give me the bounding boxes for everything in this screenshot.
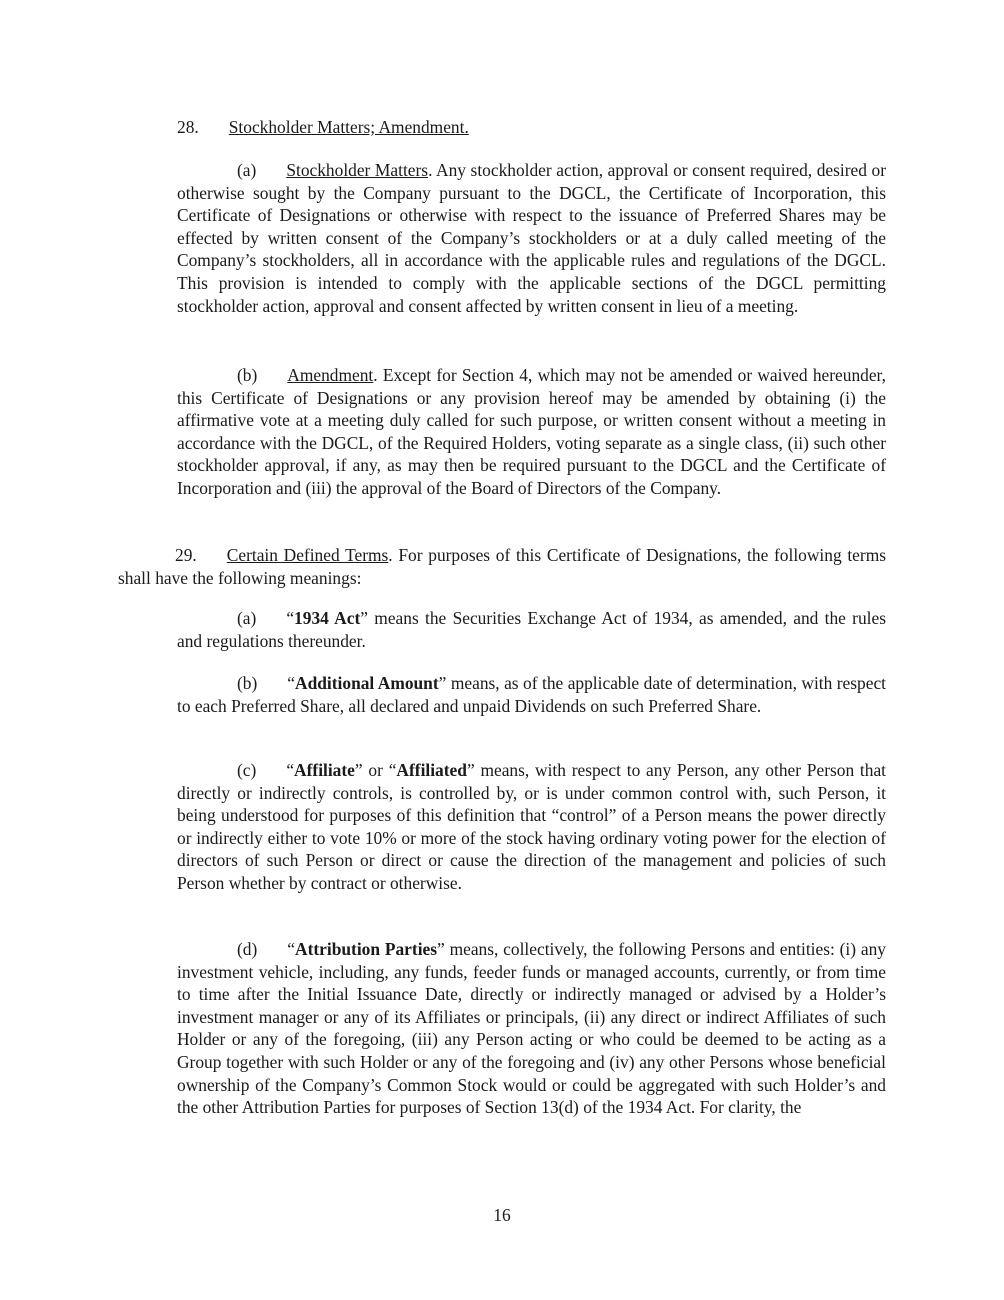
definition-29a: (a) “1934 Act” means the Securities Exchange Act of 1934, as amended, and the rules and regulations thereunder. (177, 608, 886, 651)
page-number: 16 (493, 1205, 511, 1225)
defined-term: 1934 Act (294, 608, 361, 628)
definition-29b: (b) “Additional Amount” means, as of the applicable date of determination, with respect to each Preferred Share, all declared and unpaid Dividends on such Preferred Share. (177, 673, 887, 716)
definition-29d: (d) “Attribution Parties” means, collectively, the following Persons and entities: (i) any investment vehicle, including, any funds, feeder funds or managed accounts, currently, or from time to time after the Initial Issuance Date, directly or indirectly managed or advised by a Holder’s investment manager or any of its Affiliates or principals, (ii) any direct or indirect Affiliates of such Holder or any of the foregoing, (iii) any Person acting or who could be deemed to be acting as a Group together with such Holder or any of the foregoing and (iv) any other Persons whose beneficial ownership of the Company’s Common Stock would or could be aggregated with such Holder’s and the other Attribution Parties for purposes of Section 13(d) of the 1934 Act. For clarity, the (177, 939, 886, 1118)
section-28-heading (177, 116, 469, 139)
clause-label: (d) (237, 939, 258, 959)
definition-29c: (c) “Affiliate” or “Affiliated” means, with respect to any Person, any other Person that directly or indirectly controls, is controlled by, or is under common control with, such Person, it being understood for purposes of this definition that “control” of a Person means the power directly or indirectly either to vote 10% or more of the stock having ordinary voting power for the election of directors of such Person or direct or cause the direction of the management and policies of such Person whether by contract or otherwise. (177, 760, 887, 893)
definition-text: means, as of the applicable date of determination, with respect to each Preferred Share, all declared and unpaid Dividends on such Preferred Share. (177, 673, 887, 716)
defined-term: Affiliated (396, 760, 467, 780)
clause-text: . Except for Section 4, which may not be amended or waived hereunder, this Certificate of Designations or any provision hereof may be amended by obtaining (i) the affirmative vote at a meeting duly called for such purpose, or written consent without a meeting in accordance with the DGCL, of the Required Holders, voting separate as a single class, (ii) such other stockholder approval, if any, as may then be required pursuant to the DGCL and the Certificate of Incorporation and (iii) the approval of the Board of Directors of the Company. (177, 365, 886, 498)
paragraph-28a (177, 159, 886, 317)
defined-term: Affiliate (294, 760, 355, 780)
section-title: Certain Defined Terms (226, 545, 389, 565)
defined-term: Attribution Parties (295, 939, 438, 959)
clause-title: Amendment (287, 365, 374, 385)
clause-label: (c) (237, 760, 257, 780)
section-number: 29. (175, 545, 197, 565)
clause-text: . Any stockholder action, approval or consent required, desired or otherwise sought by the Company pursuant to the DGCL, the Certificate of Incorporation, this Certificate of Designations or otherwise with respect to the issuance of Preferred Shares may be effected by written consent of the Company’s stockholders or at a duly called meeting of the Company’s stockholders, all in accordance with the applicable rules and regulations of the DGCL. This provision is intended to comply with the applicable sections of the DGCL permitting stockholder action, approval and consent affected by written consent in lieu of a meeting. (177, 160, 886, 316)
connector-text: or (362, 760, 389, 780)
section-number: 28. (177, 117, 199, 137)
clause-label: (a) (237, 160, 257, 180)
section-text: . For purposes of this Certificate of Designations, the following terms shall have the following meanings: (118, 545, 886, 588)
section-29-intro (118, 544, 886, 589)
section-title: Stockholder Matters; Amendment. (228, 117, 469, 137)
definition-text: means the Securities Exchange Act of 1934, as amended, and the rules and regulations thereunder. (177, 608, 886, 651)
definition-text: means, with respect to any Person, any other Person that directly or indirectly controls, is controlled by, or is under common control with, such Person, it being understood for purposes of this definition that “control” of a Person means the power directly or indirectly either to vote 10% or more of the stock having ordinary voting power for the election of directors of such Person or direct or cause the direction of the management and policies of such Person whether by contract or otherwise. (177, 760, 887, 893)
clause-label: (b) (237, 365, 258, 385)
definition-text: means, collectively, the following Persons and entities: (i) any investment vehicle, including, any funds, feeder funds or managed accounts, currently, or from time to time after the Initial Issuance Date, directly or indirectly managed or advised by a Holder’s investment manager or any of its Affiliates or principals, (ii) any direct or indirect Affiliates of such Holder or any of the foregoing, (iii) any Person acting or who could be deemed to be acting as a Group together with such Holder or any of the foregoing and (iv) any other Persons whose beneficial ownership of the Company’s Common Stock would or could be aggregated with such Holder’s and the other Attribution Parties for purposes of Section 13(d) of the 1934 Act. For clarity, the (177, 939, 886, 1118)
defined-term: Additional Amount (295, 673, 439, 693)
clause-label: (a) (237, 608, 257, 628)
clause-label: (b) (237, 673, 258, 693)
paragraph-28b (177, 364, 886, 500)
clause-title: Stockholder Matters (286, 160, 429, 180)
